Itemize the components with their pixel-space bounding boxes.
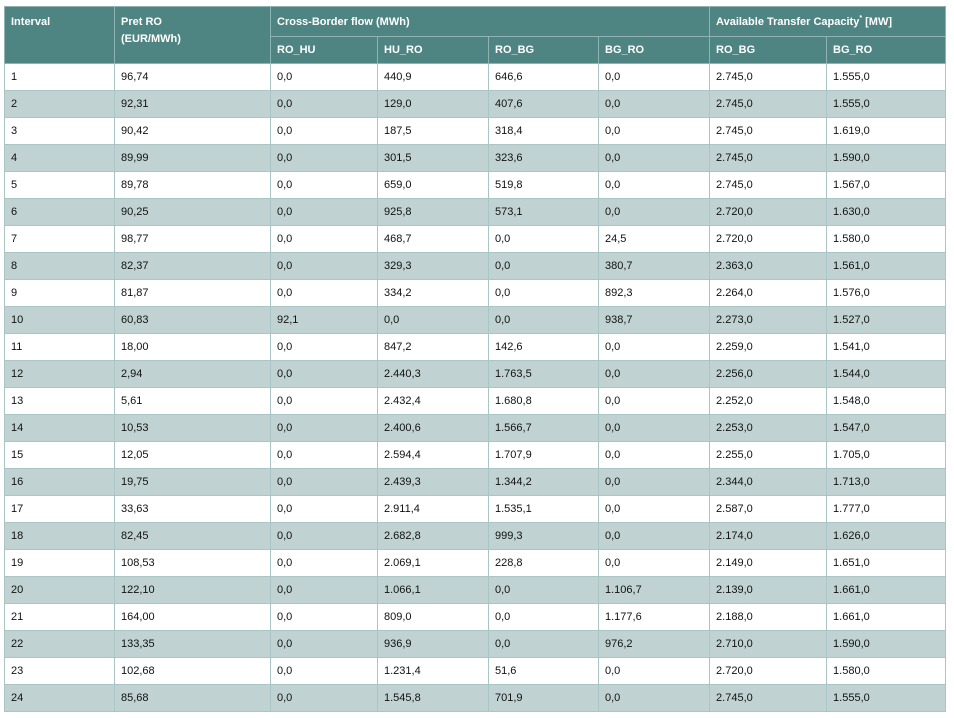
atc-bg-ro-cell: 1.661,0 [827, 604, 946, 631]
atc-ro-bg-header: RO_BG [710, 37, 827, 64]
interval-cell: 24 [5, 685, 115, 712]
atc-ro-bg-cell: 2.720,0 [710, 226, 827, 253]
atc-ro-bg-cell: 2.259,0 [710, 334, 827, 361]
table-row [5, 523, 946, 550]
price-cell: 5,61 [115, 388, 271, 415]
ro-bg-cell: 0,0 [489, 604, 599, 631]
ro-hu-cell: 0,0 [271, 91, 378, 118]
price-cell: 10,53 [115, 415, 271, 442]
atc-ro-bg-cell: 2.587,0 [710, 496, 827, 523]
atc-ro-bg-cell: 2.264,0 [710, 280, 827, 307]
ro-hu-cell: 0,0 [271, 388, 378, 415]
atc-ro-bg-cell: 2.174,0 [710, 523, 827, 550]
table-row [5, 118, 946, 145]
bg-ro-cell: 0,0 [599, 361, 710, 388]
atc-bg-ro-cell: 1.580,0 [827, 658, 946, 685]
atc-bg-ro-cell: 1.541,0 [827, 334, 946, 361]
price-cell: 96,74 [115, 64, 271, 91]
ro-hu-cell: 0,0 [271, 64, 378, 91]
hu-ro-cell: 1.545,8 [378, 685, 489, 712]
ro-bg-cell: 323,6 [489, 145, 599, 172]
ro-bg-cell: 999,3 [489, 523, 599, 550]
price-cell: 60,83 [115, 307, 271, 334]
atc-bg-ro-cell: 1.555,0 [827, 91, 946, 118]
atc-bg-ro-cell: 1.626,0 [827, 523, 946, 550]
atc-bg-ro-cell: 1.561,0 [827, 253, 946, 280]
table-row [5, 199, 946, 226]
table-row [5, 658, 946, 685]
ro-hu-cell: 0,0 [271, 442, 378, 469]
hu-ro-cell: 0,0 [378, 307, 489, 334]
hu-ro-header: HU_RO [378, 37, 489, 64]
atc-ro-bg-cell: 2.363,0 [710, 253, 827, 280]
atc-ro-bg-cell: 2.745,0 [710, 118, 827, 145]
atc-header [710, 7, 946, 37]
ro-bg-cell: 142,6 [489, 334, 599, 361]
atc-bg-ro-header: BG_RO [827, 37, 946, 64]
price-cell: 122,10 [115, 577, 271, 604]
ro-hu-cell: 0,0 [271, 496, 378, 523]
atc-ro-bg-cell: 2.253,0 [710, 415, 827, 442]
ro-hu-cell: 0,0 [271, 631, 378, 658]
cross-border-header: Cross-Border flow (MWh) [271, 7, 710, 37]
bg-ro-cell: 380,7 [599, 253, 710, 280]
price-cell: 89,78 [115, 172, 271, 199]
hu-ro-cell: 659,0 [378, 172, 489, 199]
bg-ro-cell: 0,0 [599, 550, 710, 577]
hu-ro-cell: 936,9 [378, 631, 489, 658]
interval-cell: 3 [5, 118, 115, 145]
ro-bg-cell: 646,6 [489, 64, 599, 91]
bg-ro-cell: 24,5 [599, 226, 710, 253]
price-cell: 164,00 [115, 604, 271, 631]
price-header [115, 7, 271, 64]
atc-bg-ro-cell: 1.590,0 [827, 145, 946, 172]
bg-ro-cell: 0,0 [599, 145, 710, 172]
atc-ro-bg-cell: 2.720,0 [710, 199, 827, 226]
hu-ro-cell: 2.440,3 [378, 361, 489, 388]
atc-header-unit: [MW] [862, 16, 892, 28]
table-row [5, 604, 946, 631]
hu-ro-cell: 329,3 [378, 253, 489, 280]
hu-ro-cell: 2.432,4 [378, 388, 489, 415]
table-row [5, 334, 946, 361]
ro-bg-cell: 0,0 [489, 253, 599, 280]
atc-ro-bg-cell: 2.255,0 [710, 442, 827, 469]
table-row [5, 91, 946, 118]
table-row [5, 631, 946, 658]
hu-ro-cell: 301,5 [378, 145, 489, 172]
price-cell: 102,68 [115, 658, 271, 685]
hu-ro-cell: 925,8 [378, 199, 489, 226]
table-row [5, 442, 946, 469]
interval-cell: 13 [5, 388, 115, 415]
hu-ro-cell: 847,2 [378, 334, 489, 361]
ro-hu-cell: 0,0 [271, 685, 378, 712]
atc-ro-bg-cell: 2.252,0 [710, 388, 827, 415]
hu-ro-cell: 809,0 [378, 604, 489, 631]
interval-cell: 11 [5, 334, 115, 361]
atc-ro-bg-cell: 2.149,0 [710, 550, 827, 577]
table-row [5, 280, 946, 307]
interval-cell: 4 [5, 145, 115, 172]
ro-bg-cell: 407,6 [489, 91, 599, 118]
hu-ro-cell: 129,0 [378, 91, 489, 118]
hu-ro-cell: 2.439,3 [378, 469, 489, 496]
table-row [5, 685, 946, 712]
ro-hu-cell: 0,0 [271, 415, 378, 442]
ro-hu-cell: 0,0 [271, 118, 378, 145]
atc-bg-ro-cell: 1.777,0 [827, 496, 946, 523]
table-row [5, 172, 946, 199]
bg-ro-cell: 0,0 [599, 334, 710, 361]
atc-ro-bg-cell: 2.745,0 [710, 91, 827, 118]
price-cell: 33,63 [115, 496, 271, 523]
table-row [5, 550, 946, 577]
atc-ro-bg-cell: 2.745,0 [710, 685, 827, 712]
ro-bg-cell: 1.535,1 [489, 496, 599, 523]
price-cell: 82,45 [115, 523, 271, 550]
ro-bg-header: RO_BG [489, 37, 599, 64]
bg-ro-cell: 1.177,6 [599, 604, 710, 631]
atc-bg-ro-cell: 1.590,0 [827, 631, 946, 658]
bg-ro-header: BG_RO [599, 37, 710, 64]
bg-ro-cell: 0,0 [599, 199, 710, 226]
atc-bg-ro-cell: 1.555,0 [827, 64, 946, 91]
table-row [5, 307, 946, 334]
interval-cell: 5 [5, 172, 115, 199]
table-row [5, 415, 946, 442]
interval-cell: 2 [5, 91, 115, 118]
price-header-unit: (EUR/MWh) [121, 33, 181, 45]
interval-header: Interval [5, 7, 115, 64]
hu-ro-cell: 2.594,4 [378, 442, 489, 469]
atc-bg-ro-cell: 1.567,0 [827, 172, 946, 199]
atc-bg-ro-cell: 1.661,0 [827, 577, 946, 604]
interval-cell: 17 [5, 496, 115, 523]
ro-bg-cell: 0,0 [489, 631, 599, 658]
ro-hu-cell: 92,1 [271, 307, 378, 334]
hu-ro-cell: 2.911,4 [378, 496, 489, 523]
atc-bg-ro-cell: 1.580,0 [827, 226, 946, 253]
interval-cell: 16 [5, 469, 115, 496]
ro-hu-cell: 0,0 [271, 334, 378, 361]
bg-ro-cell: 0,0 [599, 442, 710, 469]
interval-cell: 15 [5, 442, 115, 469]
hu-ro-cell: 440,9 [378, 64, 489, 91]
ro-hu-cell: 0,0 [271, 604, 378, 631]
interval-cell: 18 [5, 523, 115, 550]
ro-bg-cell: 701,9 [489, 685, 599, 712]
atc-ro-bg-cell: 2.745,0 [710, 145, 827, 172]
ro-bg-cell: 0,0 [489, 307, 599, 334]
ro-bg-cell: 519,8 [489, 172, 599, 199]
price-cell: 18,00 [115, 334, 271, 361]
atc-ro-bg-cell: 2.745,0 [710, 172, 827, 199]
atc-bg-ro-cell: 1.576,0 [827, 280, 946, 307]
ro-hu-cell: 0,0 [271, 658, 378, 685]
atc-bg-ro-cell: 1.527,0 [827, 307, 946, 334]
bg-ro-cell: 0,0 [599, 469, 710, 496]
price-cell: 81,87 [115, 280, 271, 307]
atc-ro-bg-cell: 2.256,0 [710, 361, 827, 388]
ro-bg-cell: 0,0 [489, 226, 599, 253]
price-cell: 92,31 [115, 91, 271, 118]
bg-ro-cell: 0,0 [599, 388, 710, 415]
table-row [5, 469, 946, 496]
hu-ro-cell: 2.400,6 [378, 415, 489, 442]
bg-ro-cell: 0,0 [599, 685, 710, 712]
ro-bg-cell: 1.344,2 [489, 469, 599, 496]
ro-bg-cell: 318,4 [489, 118, 599, 145]
bg-ro-cell: 0,0 [599, 118, 710, 145]
atc-bg-ro-cell: 1.630,0 [827, 199, 946, 226]
hu-ro-cell: 334,2 [378, 280, 489, 307]
interval-cell: 1 [5, 64, 115, 91]
bg-ro-cell: 976,2 [599, 631, 710, 658]
ro-bg-cell: 1.707,9 [489, 442, 599, 469]
ro-hu-header: RO_HU [271, 37, 378, 64]
interval-cell: 6 [5, 199, 115, 226]
interval-cell: 20 [5, 577, 115, 604]
price-header-title: Pret RO [121, 16, 162, 28]
interval-cell: 9 [5, 280, 115, 307]
bg-ro-cell: 0,0 [599, 64, 710, 91]
ro-bg-cell: 228,8 [489, 550, 599, 577]
price-cell: 90,42 [115, 118, 271, 145]
table-row [5, 145, 946, 172]
price-cell: 82,37 [115, 253, 271, 280]
ro-hu-cell: 0,0 [271, 280, 378, 307]
interval-cell: 22 [5, 631, 115, 658]
atc-ro-bg-cell: 2.710,0 [710, 631, 827, 658]
ro-hu-cell: 0,0 [271, 199, 378, 226]
table-row [5, 226, 946, 253]
table-row [5, 496, 946, 523]
atc-bg-ro-cell: 1.544,0 [827, 361, 946, 388]
bg-ro-cell: 0,0 [599, 658, 710, 685]
price-cell: 85,68 [115, 685, 271, 712]
price-cell: 12,05 [115, 442, 271, 469]
bg-ro-cell: 0,0 [599, 523, 710, 550]
atc-bg-ro-cell: 1.555,0 [827, 685, 946, 712]
interval-cell: 14 [5, 415, 115, 442]
hu-ro-cell: 1.066,1 [378, 577, 489, 604]
atc-ro-bg-cell: 2.188,0 [710, 604, 827, 631]
ro-bg-cell: 0,0 [489, 577, 599, 604]
price-cell: 90,25 [115, 199, 271, 226]
atc-bg-ro-cell: 1.619,0 [827, 118, 946, 145]
interval-cell: 10 [5, 307, 115, 334]
price-cell: 2,94 [115, 361, 271, 388]
hu-ro-cell: 2.069,1 [378, 550, 489, 577]
ro-bg-cell: 573,1 [489, 199, 599, 226]
ro-hu-cell: 0,0 [271, 361, 378, 388]
bg-ro-cell: 0,0 [599, 91, 710, 118]
price-cell: 108,53 [115, 550, 271, 577]
atc-ro-bg-cell: 2.273,0 [710, 307, 827, 334]
ro-hu-cell: 0,0 [271, 550, 378, 577]
atc-ro-bg-cell: 2.139,0 [710, 577, 827, 604]
interval-cell: 8 [5, 253, 115, 280]
table-body [5, 64, 946, 712]
hu-ro-cell: 2.682,8 [378, 523, 489, 550]
bg-ro-cell: 892,3 [599, 280, 710, 307]
atc-bg-ro-cell: 1.705,0 [827, 442, 946, 469]
ro-hu-cell: 0,0 [271, 253, 378, 280]
ro-bg-cell: 51,6 [489, 658, 599, 685]
table-row [5, 388, 946, 415]
ro-hu-cell: 0,0 [271, 172, 378, 199]
interval-cell: 12 [5, 361, 115, 388]
bg-ro-cell: 938,7 [599, 307, 710, 334]
atc-footnote-marker: * [859, 15, 863, 22]
atc-bg-ro-cell: 1.547,0 [827, 415, 946, 442]
atc-header-title: Available Transfer Capacity [716, 16, 860, 28]
table-row [5, 577, 946, 604]
atc-ro-bg-cell: 2.745,0 [710, 64, 827, 91]
price-cell: 89,99 [115, 145, 271, 172]
table-header [5, 7, 946, 64]
atc-ro-bg-cell: 2.720,0 [710, 658, 827, 685]
bg-ro-cell: 0,0 [599, 172, 710, 199]
price-cell: 19,75 [115, 469, 271, 496]
price-cell: 98,77 [115, 226, 271, 253]
table-row [5, 253, 946, 280]
ro-bg-cell: 1.680,8 [489, 388, 599, 415]
table-row [5, 64, 946, 91]
ro-hu-cell: 0,0 [271, 469, 378, 496]
interval-cell: 23 [5, 658, 115, 685]
atc-bg-ro-cell: 1.713,0 [827, 469, 946, 496]
table-row [5, 361, 946, 388]
bg-ro-cell: 1.106,7 [599, 577, 710, 604]
interval-cell: 7 [5, 226, 115, 253]
ro-hu-cell: 0,0 [271, 523, 378, 550]
interval-cell: 21 [5, 604, 115, 631]
ro-bg-cell: 0,0 [489, 280, 599, 307]
interval-cell: 19 [5, 550, 115, 577]
ro-bg-cell: 1.763,5 [489, 361, 599, 388]
ro-hu-cell: 0,0 [271, 577, 378, 604]
bg-ro-cell: 0,0 [599, 496, 710, 523]
ro-hu-cell: 0,0 [271, 226, 378, 253]
bg-ro-cell: 0,0 [599, 415, 710, 442]
atc-ro-bg-cell: 2.344,0 [710, 469, 827, 496]
price-cell: 133,35 [115, 631, 271, 658]
hu-ro-cell: 1.231,4 [378, 658, 489, 685]
hu-ro-cell: 468,7 [378, 226, 489, 253]
atc-bg-ro-cell: 1.651,0 [827, 550, 946, 577]
hu-ro-cell: 187,5 [378, 118, 489, 145]
ro-hu-cell: 0,0 [271, 145, 378, 172]
ro-bg-cell: 1.566,7 [489, 415, 599, 442]
energy-data-table [4, 6, 946, 712]
atc-bg-ro-cell: 1.548,0 [827, 388, 946, 415]
